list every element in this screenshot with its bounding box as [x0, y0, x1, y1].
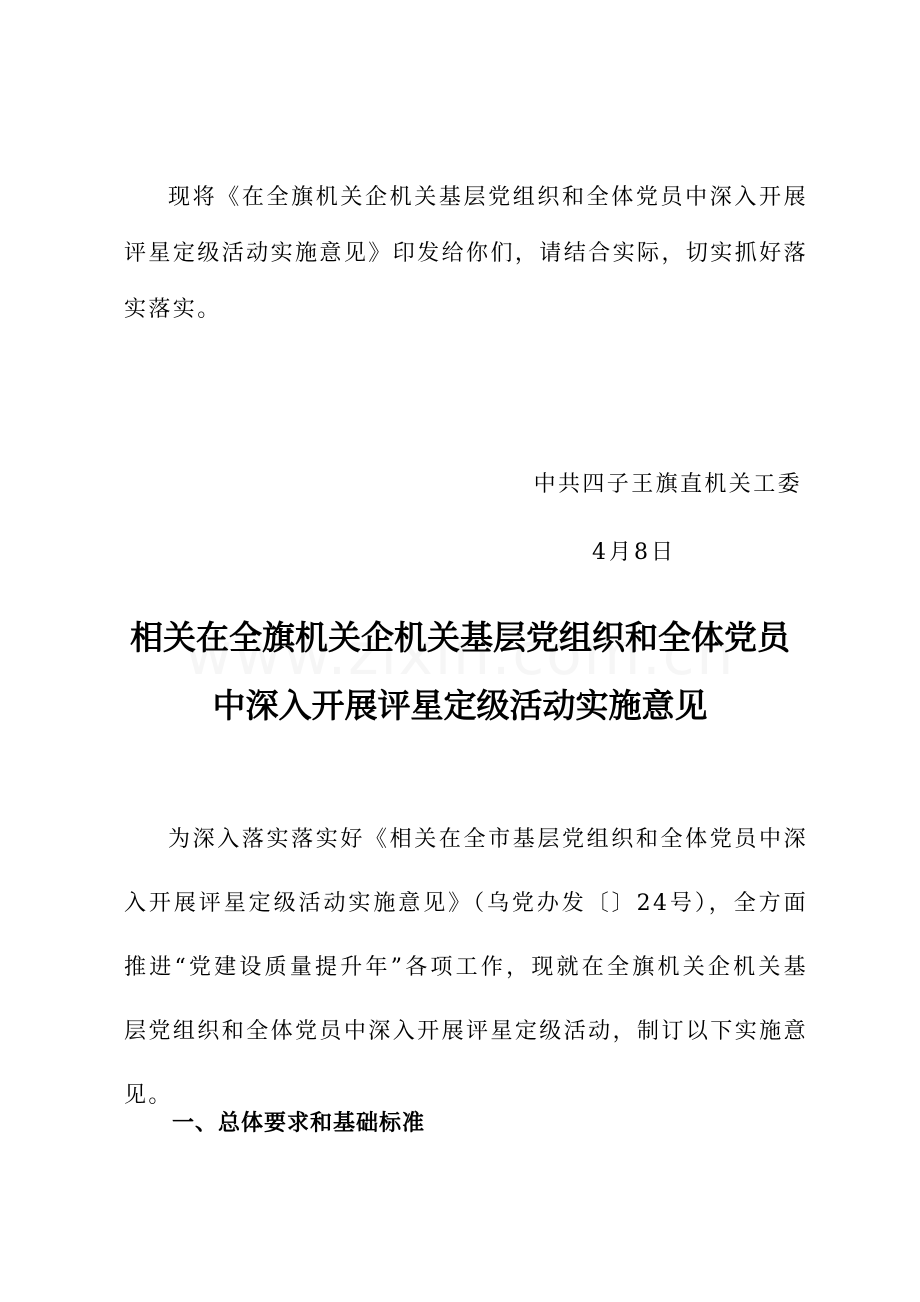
intro-paragraph: 现将《在全旗机关企机关基层党组织和全体党员中深入开展评星定级活动实施意见》印发给你们，请结合实际，切实抓好落实落实。	[124, 185, 808, 322]
document-title	[0, 604, 920, 740]
issue-date: 4月8日	[592, 540, 676, 565]
issuer-name: 中共四子王旗直机关工委	[533, 472, 802, 497]
document-title-line-2: 中深入开展评星定级活动实施意见	[212, 686, 708, 725]
section-heading: 一、总体要求和基础标准	[172, 1111, 426, 1136]
body-paragraph: 为深入落实落实好《相关在全市基层党组织和全体党员中深入开展评星定级活动实施意见》（乌党办发〔〕24号），全方面推进“党建设质量提升年”各项工作，现就在全旗机关企机关基层党组织和全体党员中深入开展评星定级活动，制订以下实施意见。	[124, 827, 808, 1108]
document-title-line-1: 相关在全旗机关企机关基层党组织和全体党员	[130, 618, 790, 657]
